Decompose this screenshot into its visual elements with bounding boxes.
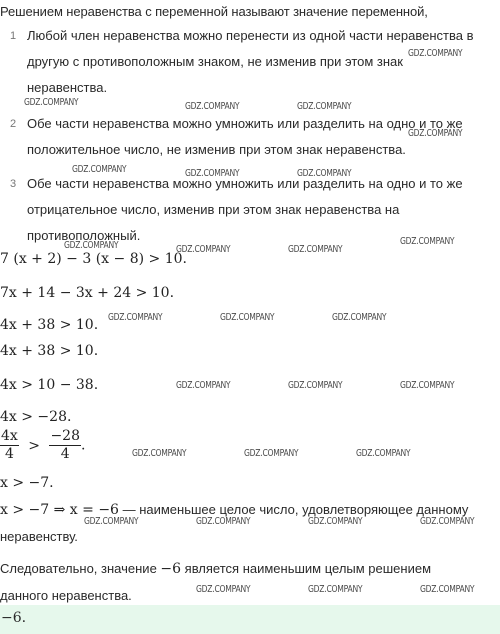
math-fraction-step: $\frac{4x}{4}$ > $\frac{-28}{4}$ . xyxy=(1,428,86,462)
watermark: GDZ.COMPANY xyxy=(196,584,251,595)
watermark: GDZ.COMPANY xyxy=(24,97,79,108)
watermark: GDZ.COMPANY xyxy=(308,516,363,527)
math-step-5: 4x > 10 − 38. xyxy=(0,377,99,393)
watermark: GDZ.COMPANY xyxy=(288,244,343,255)
watermark: GDZ.COMPANY xyxy=(72,164,127,175)
watermark: GDZ.COMPANY xyxy=(420,516,475,527)
fraction-rhs: $\frac{-28}{4}$ xyxy=(50,428,80,462)
watermark: GDZ.COMPANY xyxy=(132,448,187,459)
rule-line: положительное число, не изменив при этом знак неравенства. xyxy=(27,142,406,157)
rule-line: другую с противоположным знаком, не изменив при этом знак xyxy=(27,54,403,69)
watermark: GDZ.COMPANY xyxy=(176,380,231,391)
math-step-x: x > −7. xyxy=(0,475,54,491)
watermark: GDZ.COMPANY xyxy=(176,244,231,255)
answer-value: −6. xyxy=(1,610,27,626)
watermark: GDZ.COMPANY xyxy=(108,312,163,323)
rule-line: отрицательное число, изменив при этом знак неравенства на xyxy=(27,202,400,217)
watermark: GDZ.COMPANY xyxy=(297,101,352,112)
watermark: GDZ.COMPANY xyxy=(244,448,299,459)
watermark: GDZ.COMPANY xyxy=(408,128,463,139)
conclusion: x > −7 ⇒ x = −6 — наименьшее целое число, удовлетворяющее данному xyxy=(0,502,469,518)
watermark: GDZ.COMPANY xyxy=(288,380,343,391)
rule-number: 1 xyxy=(10,30,17,42)
rule-line: неравенства. xyxy=(27,80,108,95)
summary-line-2: данного неравенства. xyxy=(0,588,132,603)
math-step-4: 4x + 38 > 10. xyxy=(0,343,99,359)
watermark: GDZ.COMPANY xyxy=(64,240,119,251)
math-step-3: 4x + 38 > 10. xyxy=(0,317,99,333)
watermark: GDZ.COMPANY xyxy=(84,516,139,527)
rule-number: 2 xyxy=(10,118,17,130)
watermark: GDZ.COMPANY xyxy=(297,168,352,179)
rule-line: противоположный. xyxy=(27,228,141,243)
rule-number: 3 xyxy=(10,178,17,190)
watermark: GDZ.COMPANY xyxy=(196,516,251,527)
watermark: GDZ.COMPANY xyxy=(220,312,275,323)
rule-line: Обе части неравенства можно умножить или разделить на одно и то же xyxy=(27,176,463,191)
watermark: GDZ.COMPANY xyxy=(308,584,363,595)
math-step-6: 4x > −28. xyxy=(0,409,72,425)
summary-line-1: Следовательно, значение −6 является наименьшим целым решением xyxy=(0,561,432,577)
math-step-2: 7x + 14 − 3x + 24 > 10. xyxy=(0,285,175,301)
fraction-lhs: $\frac{4x}{4}$ xyxy=(1,428,18,462)
watermark: GDZ.COMPANY xyxy=(332,312,387,323)
watermark: GDZ.COMPANY xyxy=(400,236,455,247)
watermark: GDZ.COMPANY xyxy=(356,448,411,459)
watermark: GDZ.COMPANY xyxy=(185,101,240,112)
rule-line: Любой член неравенства можно перенести из одной части неравенства в xyxy=(27,28,474,43)
answer-box xyxy=(0,605,500,634)
math-step-1: 7 (x + 2) − 3 (x − 8) > 10. xyxy=(0,251,187,267)
conclusion-line-2: неравенству. xyxy=(0,529,78,544)
watermark: GDZ.COMPANY xyxy=(420,584,475,595)
watermark: GDZ.COMPANY xyxy=(408,48,463,59)
rule-line: Обе части неравенства можно умножить или разделить на одно и то же xyxy=(27,116,463,131)
watermark: GDZ.COMPANY xyxy=(400,380,455,391)
watermark: GDZ.COMPANY xyxy=(185,168,240,179)
intro-text: Решением неравенства с переменной называют значение переменной, xyxy=(0,4,428,19)
